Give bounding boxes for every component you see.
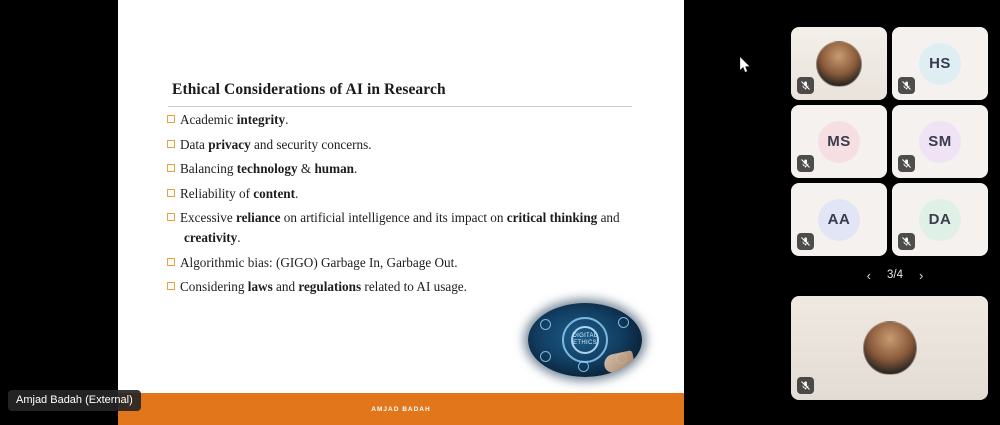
slide-bullet: Balancing technology & human. xyxy=(166,161,666,177)
bullet-marker-icon xyxy=(167,140,175,148)
presenter-name-label: Amjad Badah (External) xyxy=(8,390,141,411)
participant-tile[interactable] xyxy=(791,183,887,256)
participant-tile[interactable] xyxy=(892,105,988,178)
participant-tile[interactable] xyxy=(791,27,887,100)
bullet-marker-icon xyxy=(167,213,175,221)
presentation-slide[interactable] xyxy=(118,0,684,425)
pager-next-button[interactable]: › xyxy=(919,267,924,283)
participants-rail xyxy=(790,0,1000,425)
bullet-marker-icon xyxy=(167,258,175,266)
graphic-node xyxy=(578,361,589,372)
pager-prev-button[interactable]: ‹ xyxy=(866,267,871,283)
self-view-tile[interactable] xyxy=(791,296,988,400)
slide-title: Ethical Considerations of AI in Research xyxy=(172,81,446,98)
avatar xyxy=(816,41,862,87)
participant-pager xyxy=(790,260,1000,290)
slide-bullet: Considering laws and regulations related to AI usage. xyxy=(166,279,666,295)
bullet-marker-icon xyxy=(167,282,175,290)
avatar: SM xyxy=(919,121,961,163)
avatar: DA xyxy=(919,199,961,241)
mic-muted-icon[interactable] xyxy=(898,77,915,94)
avatar: HS xyxy=(919,43,961,85)
graphic-label: DIGITAL ETHICS xyxy=(572,333,598,346)
ai-ethics-graphic xyxy=(528,303,642,377)
mic-muted-icon[interactable] xyxy=(797,155,814,172)
pager-page-indicator: 3/4 xyxy=(887,269,903,281)
avatar: MS xyxy=(818,121,860,163)
slide-bullet: Excessive reliance on artificial intelligence and its impact on critical thinking and creativity. xyxy=(166,210,666,246)
participant-tile[interactable] xyxy=(791,105,887,178)
slide-bullet-continuation: creativity. xyxy=(184,230,241,245)
participant-tile[interactable] xyxy=(892,27,988,100)
mic-muted-icon[interactable] xyxy=(797,377,814,394)
mic-muted-icon[interactable] xyxy=(898,155,915,172)
bullet-marker-icon xyxy=(167,189,175,197)
cursor-icon xyxy=(740,57,751,73)
avatar xyxy=(863,321,917,375)
slide-bullet: Data privacy and security concerns. xyxy=(166,137,666,153)
slide-bullet: Academic integrity. xyxy=(166,112,666,128)
graphic-node xyxy=(618,317,629,328)
avatar: AA xyxy=(818,199,860,241)
graphic-hand xyxy=(602,350,635,374)
mic-muted-icon[interactable] xyxy=(898,233,915,250)
graphic-node xyxy=(540,319,551,330)
participant-tile-grid xyxy=(791,27,1000,256)
slide-bullet: Algorithmic bias: (GIGO) Garbage In, Garbage Out. xyxy=(166,255,666,271)
slide-bullet: Reliability of content. xyxy=(166,186,666,202)
participant-tile[interactable] xyxy=(892,183,988,256)
mic-muted-icon[interactable] xyxy=(797,77,814,94)
slide-content xyxy=(118,0,684,425)
mic-muted-icon[interactable] xyxy=(797,233,814,250)
slide-title-divider xyxy=(168,106,632,107)
slide-footer: AMJAD BADAH xyxy=(118,393,684,425)
bullet-marker-icon xyxy=(167,164,175,172)
graphic-node xyxy=(540,351,551,362)
bullet-marker-icon xyxy=(167,115,175,123)
slide-bullet-list xyxy=(166,112,666,304)
